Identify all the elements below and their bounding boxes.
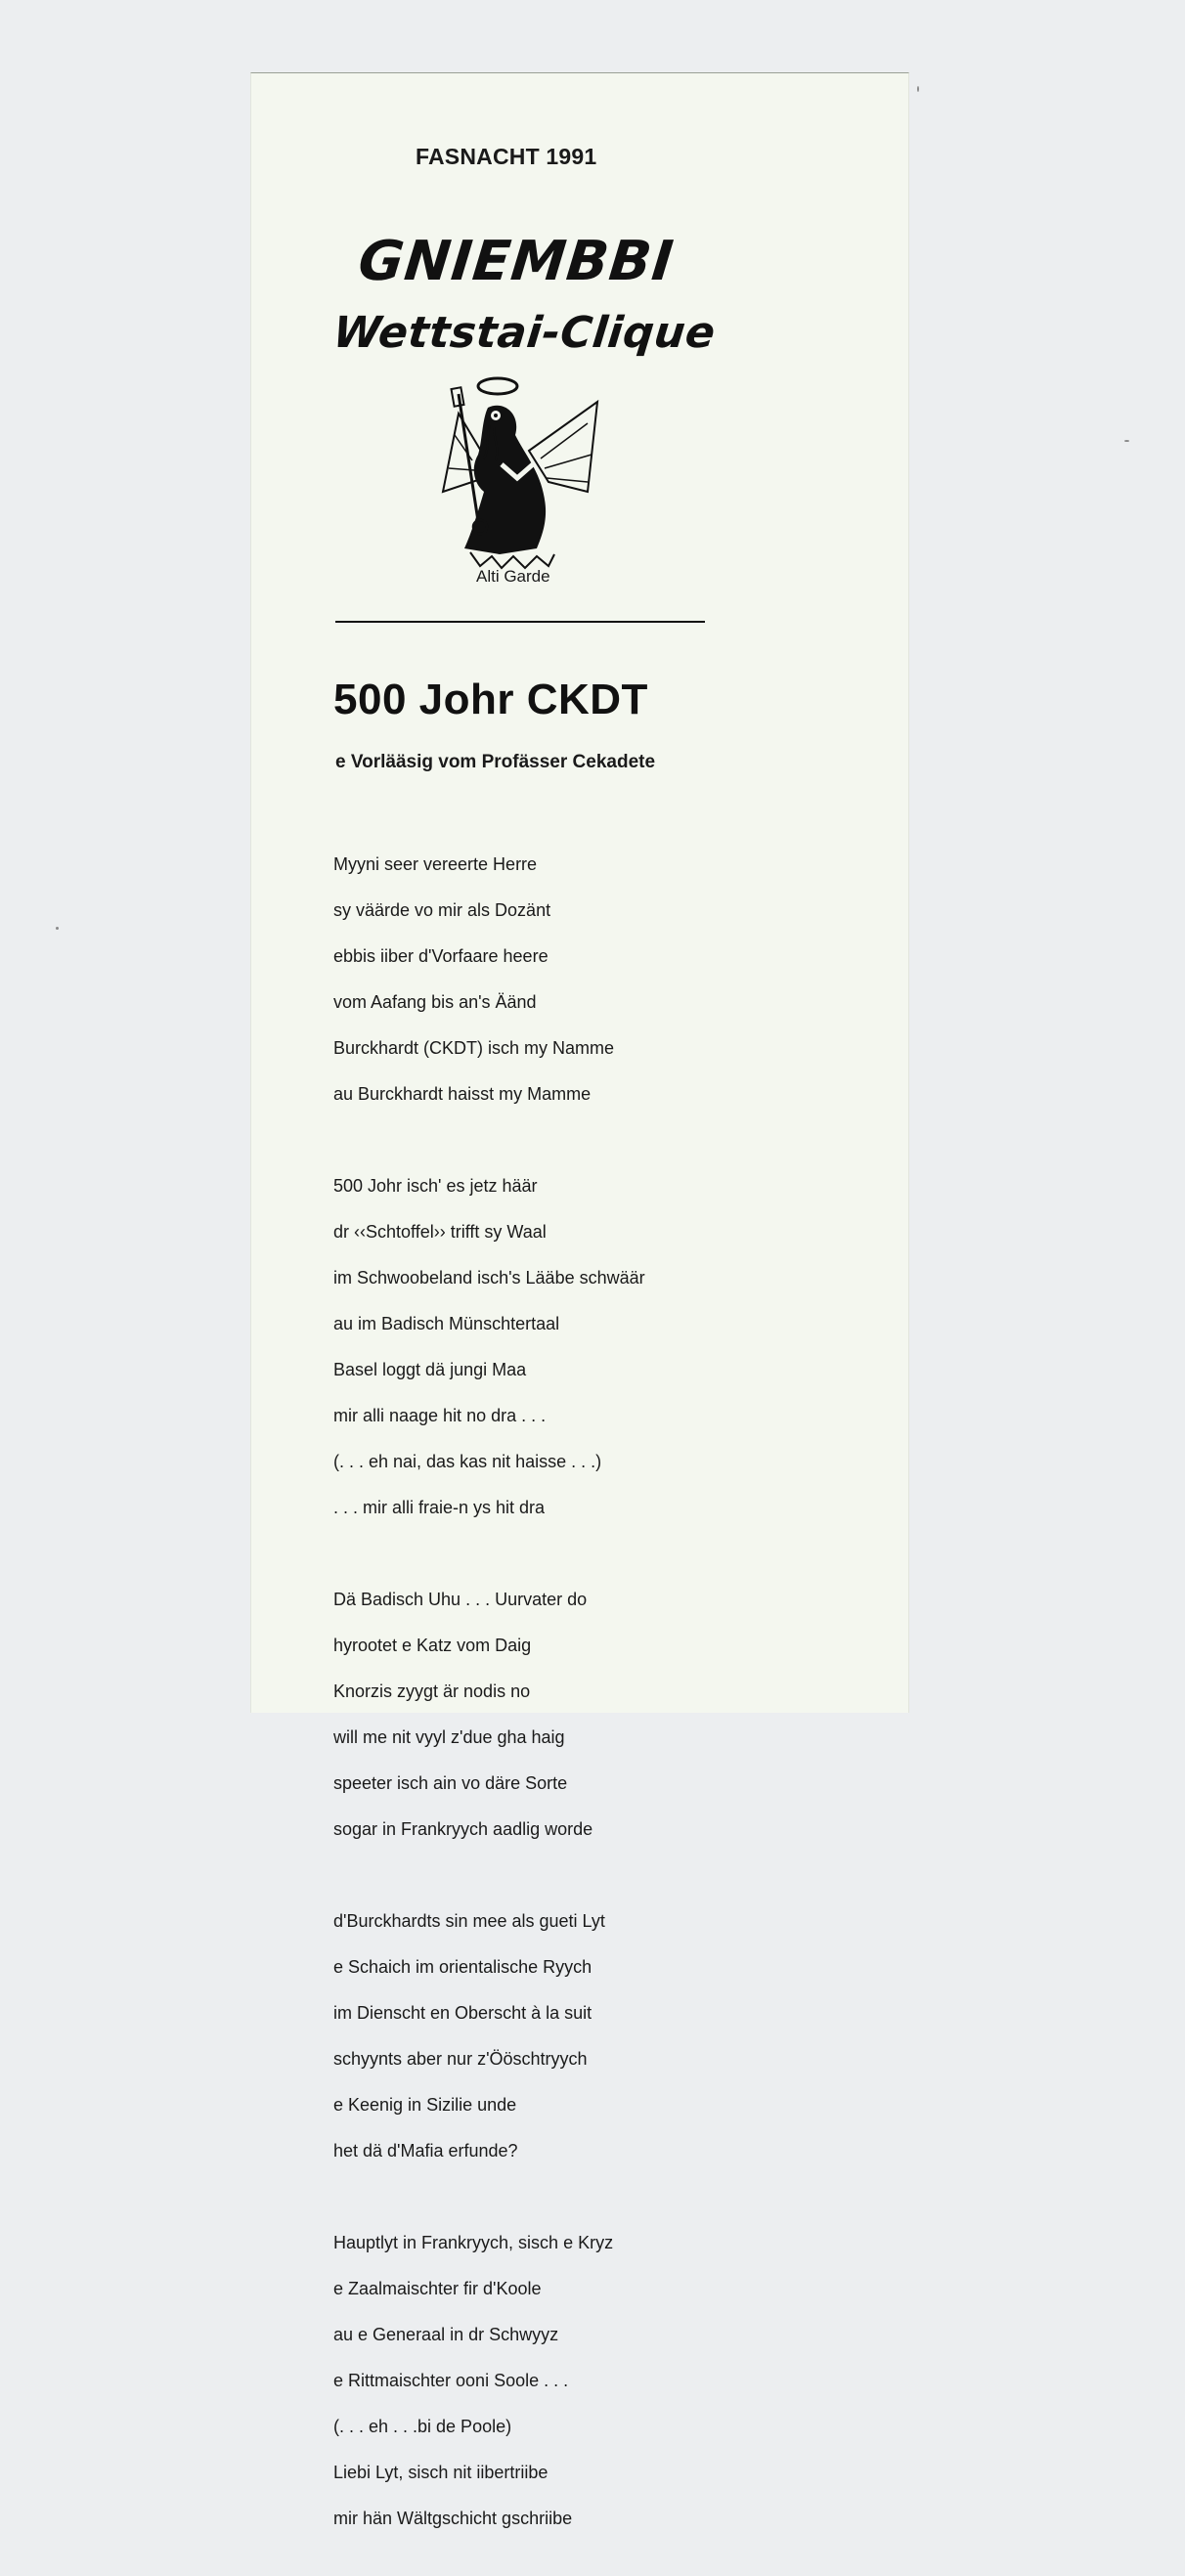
winged-figure-with-halo-icon bbox=[431, 374, 617, 570]
verse-line: Myyni seer vereerte Herre bbox=[333, 853, 538, 874]
verse-line: im Schwoobeland isch's Lääbe schwäär bbox=[333, 1267, 645, 1288]
stanza bbox=[333, 830, 842, 1129]
stanza bbox=[333, 1152, 842, 1543]
verse-line: will me nit vyyl z'due gha haig bbox=[333, 1726, 565, 1747]
divider bbox=[335, 621, 705, 623]
verse-line: mir alli naage hit no dra . . . bbox=[333, 1405, 547, 1425]
verse-line: mir hän Wältgschicht gschriibe bbox=[333, 2508, 573, 2528]
verse-line: het dä d'Mafia erfunde? bbox=[333, 2140, 518, 2161]
verse-line: e Schaich im orientalische Ryych bbox=[333, 1956, 592, 1977]
verse-line: Dä Badisch Uhu . . . Uurvater do bbox=[333, 1589, 588, 1609]
verse-line: speeter isch ain vo däre Sorte bbox=[333, 1772, 568, 1793]
verse-line: e Keenig in Sizilie unde bbox=[333, 2094, 517, 2115]
document-page bbox=[250, 72, 909, 2528]
verse-line: au e Generaal in dr Schwyyz bbox=[333, 2324, 559, 2344]
scan-speck bbox=[56, 927, 59, 930]
verse-line: . . . mir alli fraie-n ys hit dra bbox=[333, 1497, 546, 1517]
verse-line: schyynts aber nur z'Ööschtryych bbox=[333, 2048, 588, 2069]
article-lede: e Vorlääsig vom Profässer Cekadete bbox=[335, 752, 656, 772]
verse-line: au Burckhardt haisst my Mamme bbox=[333, 1083, 592, 1104]
verse-line: sy väärde vo mir als Dozänt bbox=[333, 899, 551, 920]
section-caption: Alti Garde bbox=[476, 567, 550, 586]
verse-body bbox=[333, 830, 842, 2576]
verse-line: (. . . eh . . .bi de Poole) bbox=[333, 2416, 512, 2436]
verse-line: e Zaalmaischter fir d'Koole bbox=[333, 2278, 542, 2298]
verse-line: im Dienscht en Oberscht à la suit bbox=[333, 2002, 592, 2023]
verse-line: (. . . eh nai, das kas nit haisse . . .) bbox=[333, 1451, 602, 1471]
verse-line: Knorzis zyygt är nodis no bbox=[333, 1681, 531, 1701]
verse-line: au im Badisch Münschtertaal bbox=[333, 1313, 560, 1333]
clique-subtitle: Wettstai-Clique bbox=[330, 308, 719, 358]
verse-line: sogar in Frankryych aadlig worde bbox=[333, 1818, 593, 1839]
verse-line: hyrootet e Katz vom Daig bbox=[333, 1635, 532, 1655]
scan-speck bbox=[917, 86, 919, 92]
verse-line: ebbis iiber d'Vorfaare heere bbox=[333, 945, 549, 966]
article-title: 500 Johr CKDT bbox=[333, 676, 648, 723]
stanza bbox=[333, 2208, 842, 2554]
stanza bbox=[333, 1887, 842, 2186]
verse-line: Hauptlyt in Frankryych, sisch e Kryz bbox=[333, 2232, 614, 2252]
verse-line: e Rittmaischter ooni Soole . . . bbox=[333, 2370, 569, 2390]
verse-line: Burckhardt (CKDT) isch my Namme bbox=[333, 1037, 615, 1058]
verse-line: Liebi Lyt, sisch nit iibertriibe bbox=[333, 2462, 549, 2482]
event-heading: FASNACHT 1991 bbox=[416, 144, 597, 169]
verse-line: vom Aafang bis an's Äänd bbox=[333, 991, 537, 1012]
verse-line: 500 Johr isch' es jetz häär bbox=[333, 1175, 538, 1196]
stanza bbox=[333, 1565, 842, 1864]
clique-name: GNIEMBBI bbox=[355, 230, 678, 293]
verse-line: dr ‹‹Schtoffel›› trifft sy Waal bbox=[333, 1221, 547, 1242]
verse-line: d'Burckhardts sin mee als gueti Lyt bbox=[333, 1910, 605, 1931]
scan-speck bbox=[1124, 440, 1129, 442]
verse-line: Basel loggt dä jungi Maa bbox=[333, 1359, 527, 1379]
